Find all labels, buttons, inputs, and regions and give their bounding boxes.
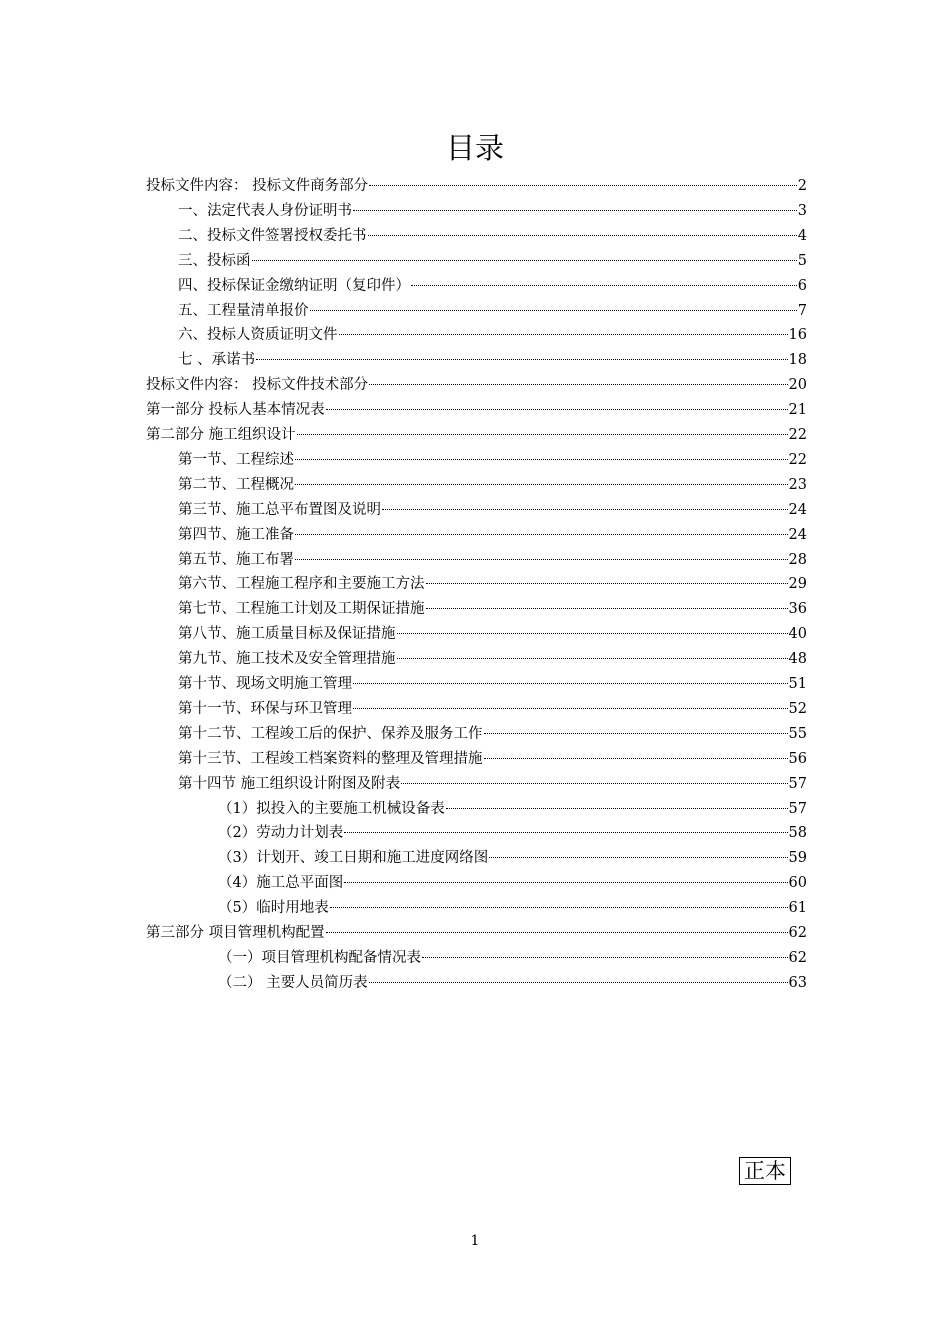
toc-dot-leader bbox=[353, 210, 797, 211]
toc-entry-page: 58 bbox=[788, 825, 807, 842]
toc-entry-text: 二、投标文件签署授权委托书 bbox=[178, 227, 367, 244]
original-copy-stamp: 正本 bbox=[739, 1157, 791, 1185]
toc-entry[interactable] bbox=[178, 597, 807, 621]
toc-entry-page: 62 bbox=[788, 925, 807, 941]
toc-entry-text: 投标文件内容： 投标文件商务部分 bbox=[146, 178, 369, 194]
toc-entry-page: 6 bbox=[797, 277, 807, 294]
toc-entry-text: （4）施工总平面图 bbox=[218, 875, 344, 892]
toc-entry[interactable] bbox=[146, 398, 807, 422]
toc-entry-text: 七 、承诺书 bbox=[178, 352, 256, 369]
toc-entry-text: 第十三节、工程竣工档案资料的整理及管理措施 bbox=[178, 750, 483, 767]
toc-entry[interactable] bbox=[178, 772, 807, 796]
toc-entry-page: 55 bbox=[788, 725, 807, 742]
toc-entry-text: （一）项目管理机构配备情况表 bbox=[218, 949, 421, 966]
toc-entry[interactable] bbox=[178, 323, 807, 347]
toc-entry-text: 第七节、工程施工计划及工期保证措施 bbox=[178, 601, 425, 618]
toc-entry-page: 40 bbox=[788, 626, 807, 643]
toc-dot-leader bbox=[344, 882, 787, 883]
toc-dot-leader bbox=[368, 235, 797, 236]
toc-entry-text: 第八节、施工质量目标及保证措施 bbox=[178, 626, 396, 643]
toc-dot-leader bbox=[252, 260, 797, 261]
page-number: 1 bbox=[470, 1233, 480, 1249]
toc-entry-text: 第四节、施工准备 bbox=[178, 526, 294, 543]
toc-entry[interactable] bbox=[218, 797, 807, 821]
toc-entry[interactable] bbox=[146, 373, 807, 397]
toc-entry-page: 59 bbox=[788, 850, 807, 867]
toc-entry[interactable] bbox=[178, 647, 807, 671]
toc-dot-leader bbox=[310, 310, 797, 311]
toc-entry[interactable] bbox=[178, 697, 807, 721]
toc-dot-leader bbox=[422, 957, 788, 958]
toc-entry-text: （二） 主要人员简历表 bbox=[218, 974, 368, 991]
toc-dot-leader bbox=[326, 932, 788, 933]
toc-entry-page: 36 bbox=[788, 601, 807, 618]
toc-entry[interactable] bbox=[178, 348, 807, 372]
toc-entry-page: 63 bbox=[788, 974, 807, 991]
toc-dot-leader bbox=[369, 982, 788, 983]
toc-entry-text: 第一部分 投标人基本情况表 bbox=[146, 402, 325, 419]
toc-dot-leader bbox=[401, 783, 787, 784]
toc-entry-page: 62 bbox=[788, 949, 807, 966]
toc-dot-leader bbox=[446, 808, 788, 809]
toc-entry-page: 16 bbox=[788, 327, 807, 344]
toc-entry-text: 一、法定代表人身份证明书 bbox=[178, 202, 352, 219]
toc-entry[interactable] bbox=[178, 473, 807, 497]
toc-entry-page: 3 bbox=[797, 202, 807, 219]
toc-dot-leader bbox=[411, 285, 797, 286]
toc-dot-leader bbox=[397, 633, 788, 634]
toc-dot-leader bbox=[484, 758, 788, 759]
toc-entry-text: 第二部分 施工组织设计 bbox=[146, 427, 296, 443]
toc-entry-text: 四、投标保证金缴纳证明（复印件） bbox=[178, 277, 410, 294]
toc-dot-leader bbox=[330, 907, 788, 908]
toc-entry[interactable] bbox=[146, 921, 807, 945]
toc-entry-text: 第二节、工程概况 bbox=[178, 476, 294, 493]
toc-entry-text: 投标文件内容： 投标文件技术部分 bbox=[146, 377, 369, 394]
toc-entry-text: 第十四节 施工组织设计附图及附表 bbox=[178, 775, 401, 792]
toc-entry-page: 7 bbox=[797, 302, 807, 319]
toc-dot-leader bbox=[369, 185, 797, 186]
toc-entry[interactable] bbox=[178, 498, 807, 522]
toc-entry-text: 第一节、工程综述 bbox=[178, 451, 294, 468]
toc-entry-page: 22 bbox=[788, 451, 807, 468]
toc-entry[interactable] bbox=[178, 572, 807, 596]
toc-entry[interactable] bbox=[218, 896, 807, 920]
toc-entry[interactable] bbox=[178, 274, 807, 298]
toc-entry[interactable] bbox=[146, 174, 807, 198]
toc-dot-leader bbox=[382, 509, 788, 510]
toc-entry[interactable] bbox=[218, 821, 807, 845]
toc-entry-page: 22 bbox=[788, 427, 807, 443]
toc-dot-leader bbox=[344, 832, 787, 833]
toc-dot-leader bbox=[489, 857, 787, 858]
toc-entry-page: 61 bbox=[788, 900, 807, 917]
toc-dot-leader bbox=[397, 658, 788, 659]
toc-entry[interactable] bbox=[218, 871, 807, 895]
toc-dot-leader bbox=[369, 384, 787, 385]
toc-entry[interactable] bbox=[178, 448, 807, 472]
toc-entry[interactable] bbox=[178, 747, 807, 771]
toc-entry-text: 第三部分 项目管理机构配置 bbox=[146, 925, 325, 941]
toc-entry-text: 第六节、工程施工程序和主要施工方法 bbox=[178, 576, 425, 593]
toc-entry-page: 23 bbox=[788, 476, 807, 493]
toc-entry-text: 第十二节、工程竣工后的保护、保养及服务工作 bbox=[178, 725, 483, 742]
toc-dot-leader bbox=[295, 459, 788, 460]
toc-entry-page: 57 bbox=[788, 775, 807, 792]
toc-entry-text: 第三节、施工总平布置图及说明 bbox=[178, 501, 381, 518]
toc-entry-text: （3）计划开、竣工日期和施工进度网络图 bbox=[218, 850, 489, 867]
toc-dot-leader bbox=[426, 608, 788, 609]
toc-entry[interactable] bbox=[178, 722, 807, 746]
toc-entry-page: 56 bbox=[788, 750, 807, 767]
toc-entry-page: 29 bbox=[788, 576, 807, 593]
toc-entry-text: 第十节、现场文明施工管理 bbox=[178, 676, 352, 692]
toc-dot-leader bbox=[339, 334, 788, 335]
toc-entry[interactable] bbox=[178, 672, 807, 696]
toc-dot-leader bbox=[426, 583, 788, 584]
toc-dot-leader bbox=[295, 559, 788, 560]
toc-entry-text: 五、工程量清单报价 bbox=[178, 302, 309, 319]
toc-entry-text: （5）临时用地表 bbox=[218, 900, 329, 917]
toc-entry[interactable] bbox=[146, 423, 807, 447]
toc-dot-leader bbox=[484, 733, 788, 734]
toc-dot-leader bbox=[295, 484, 788, 485]
toc-dot-leader bbox=[256, 359, 787, 360]
toc-entry-page: 4 bbox=[797, 227, 807, 244]
toc-dot-leader bbox=[295, 534, 788, 535]
toc-entry[interactable] bbox=[178, 548, 807, 572]
toc-entry-page: 24 bbox=[788, 526, 807, 543]
toc-dot-leader bbox=[326, 409, 788, 410]
toc-entry-page: 28 bbox=[788, 551, 807, 568]
toc-entry-page: 57 bbox=[788, 800, 807, 817]
toc-dot-leader bbox=[353, 708, 788, 709]
toc-entry-page: 48 bbox=[788, 651, 807, 668]
toc-entry-page: 5 bbox=[797, 252, 807, 269]
toc-entry-page: 2 bbox=[797, 178, 807, 194]
toc-entry-text: 第九节、施工技术及安全管理措施 bbox=[178, 651, 396, 668]
toc-entry[interactable] bbox=[218, 846, 807, 870]
toc-dot-leader bbox=[297, 434, 788, 435]
toc-entry-text: （1）拟投入的主要施工机械设备表 bbox=[218, 800, 445, 817]
toc-title: 目录 bbox=[445, 131, 504, 165]
toc-entry-page: 52 bbox=[788, 700, 807, 717]
toc-entry-text: 三、投标函 bbox=[178, 252, 251, 269]
toc-entry[interactable] bbox=[218, 946, 807, 970]
toc-entry[interactable] bbox=[178, 523, 807, 547]
toc-dot-leader bbox=[353, 683, 788, 684]
toc-entry-page: 20 bbox=[788, 377, 807, 394]
toc-entry[interactable] bbox=[178, 224, 807, 248]
toc-entry[interactable] bbox=[178, 249, 807, 273]
toc-entry[interactable] bbox=[178, 299, 807, 323]
toc-entry-page: 18 bbox=[788, 352, 807, 369]
toc-entry-page: 24 bbox=[788, 501, 807, 518]
toc-entry-page: 51 bbox=[788, 676, 807, 692]
toc-entry[interactable] bbox=[178, 199, 807, 223]
toc-entry-text: 第十一节、环保与环卫管理 bbox=[178, 700, 352, 717]
toc-entry-text: （2）劳动力计划表 bbox=[218, 825, 344, 842]
toc-entry-text: 第五节、施工布署 bbox=[178, 551, 294, 568]
toc-entry-text: 六、投标人资质证明文件 bbox=[178, 327, 338, 344]
toc-entry[interactable] bbox=[218, 971, 807, 995]
toc-entry[interactable] bbox=[178, 622, 807, 646]
toc-entry-page: 60 bbox=[788, 875, 807, 892]
toc-entry-page: 21 bbox=[788, 402, 807, 419]
